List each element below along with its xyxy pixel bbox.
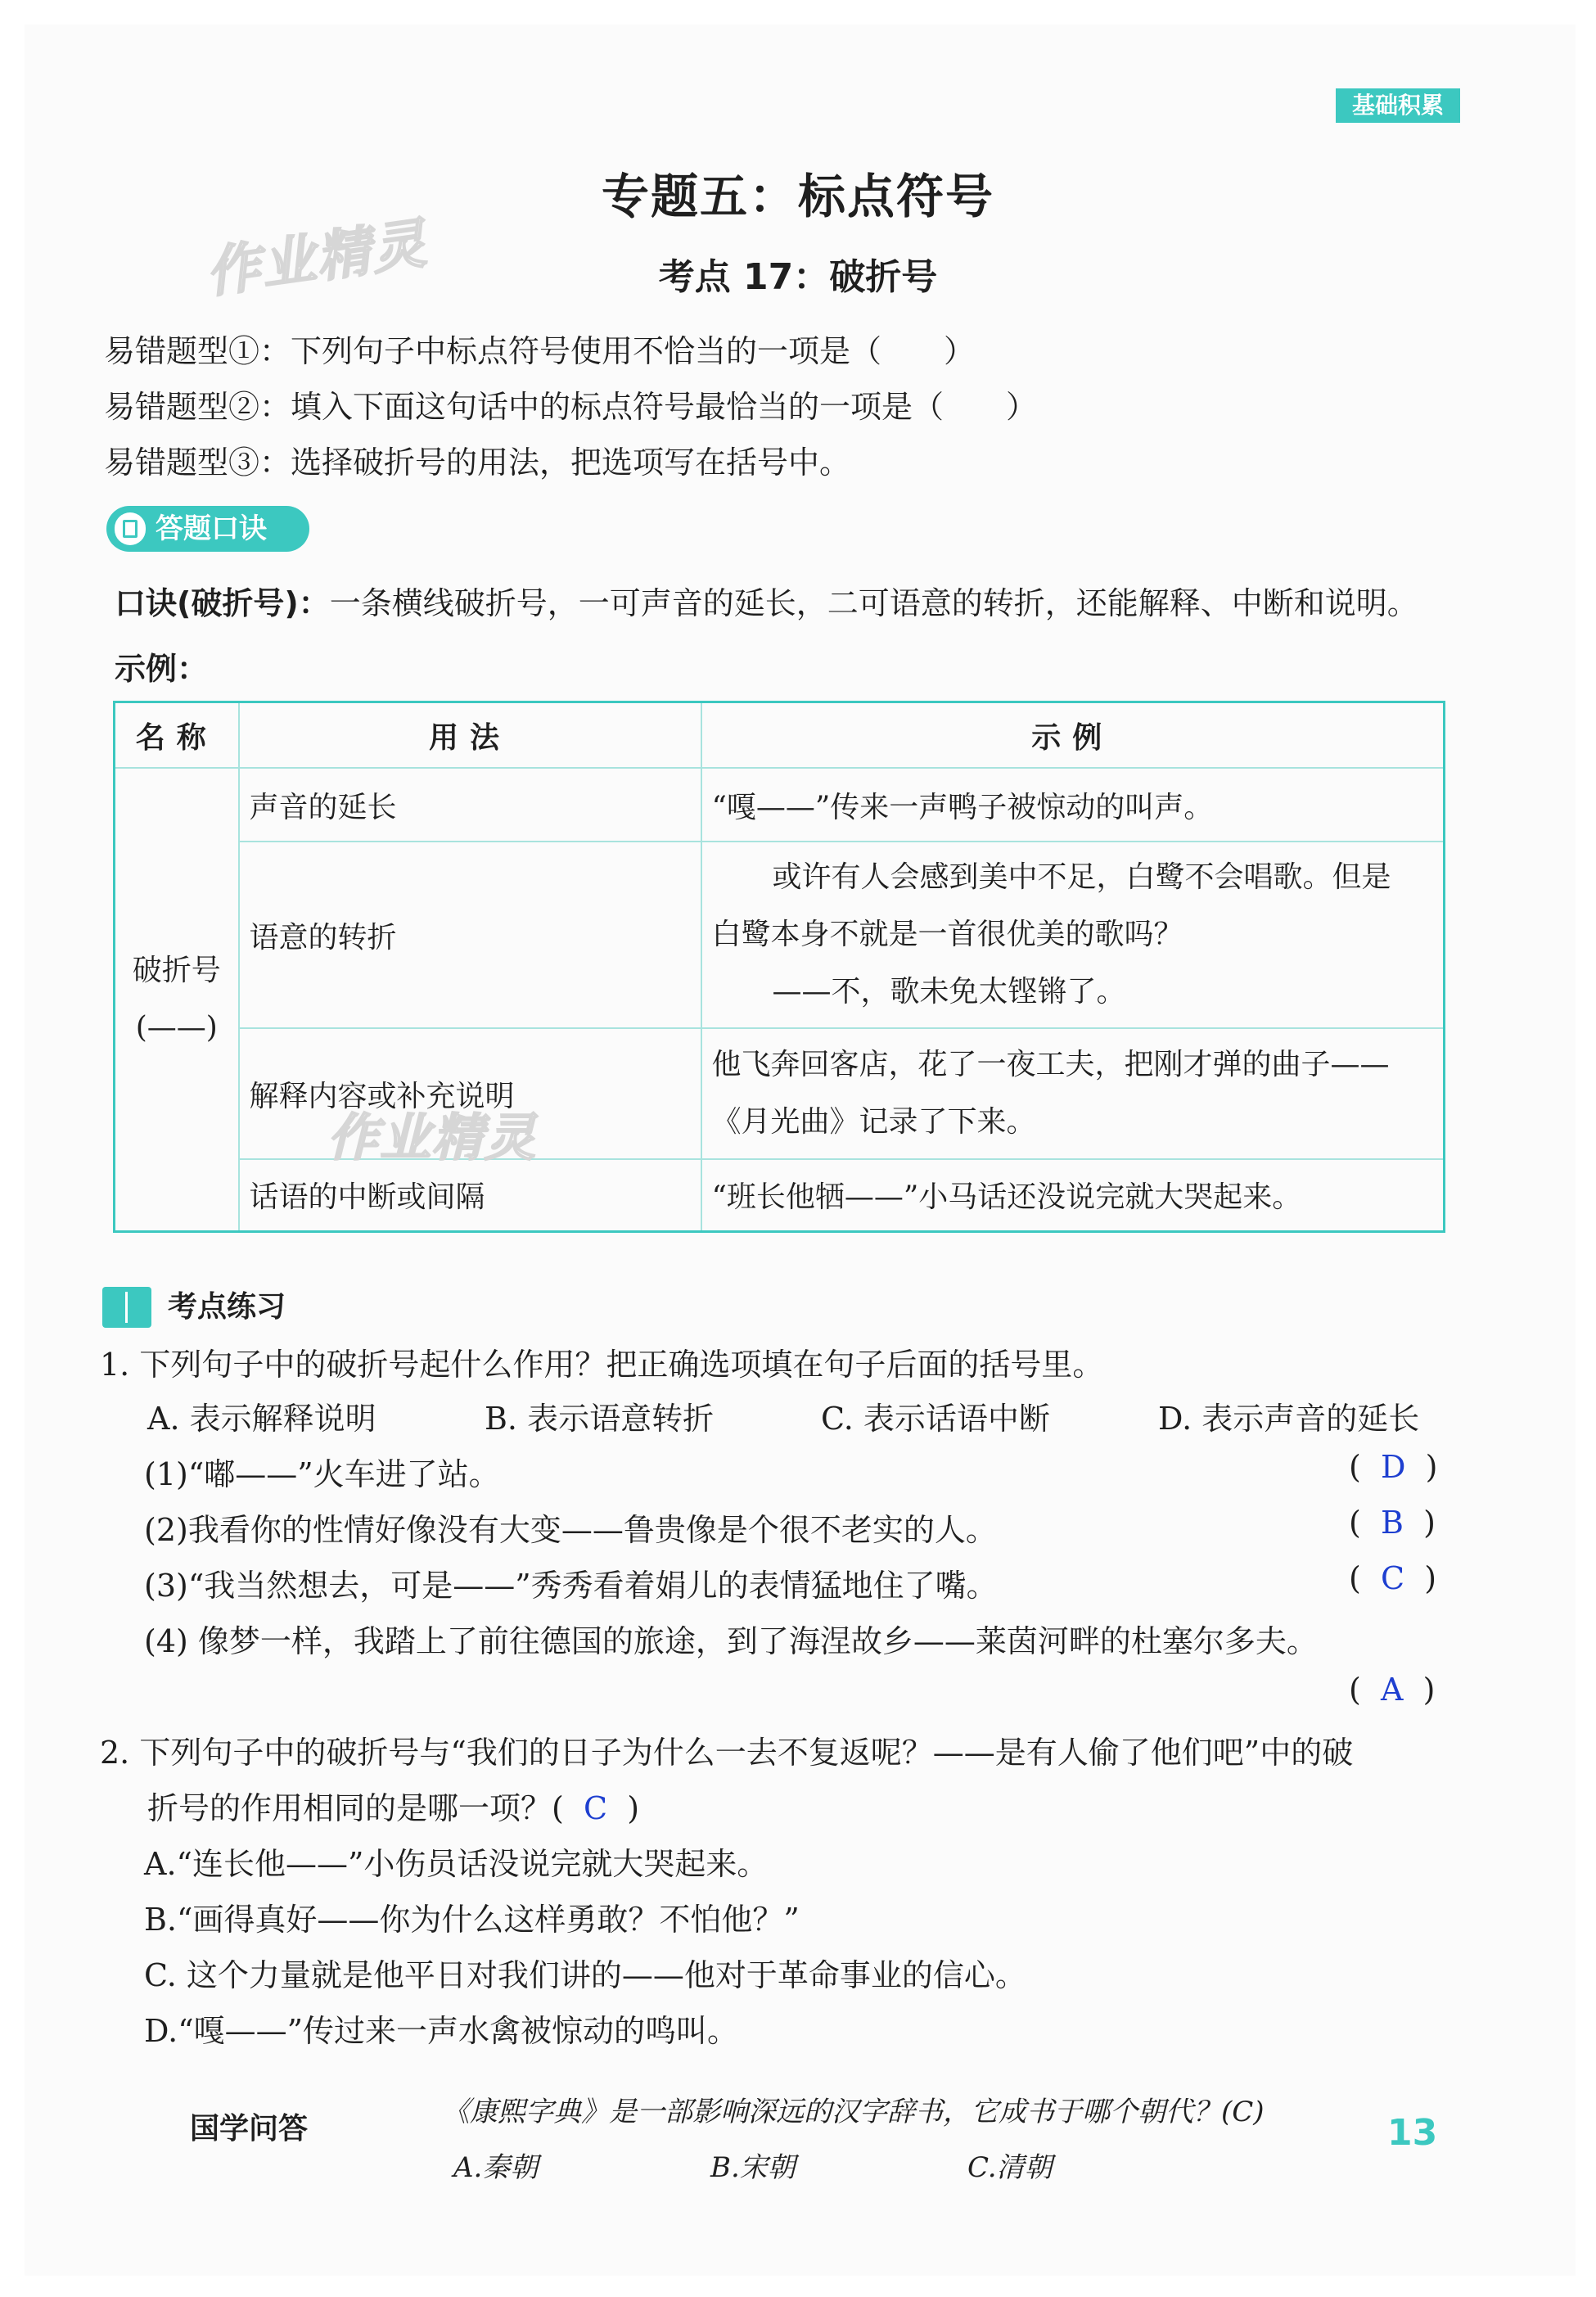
q1-option-b: B. 表示语意转折 xyxy=(485,1401,715,1437)
q2-option-b: B.“画得真好——你为什么这样勇敢？不怕他？” xyxy=(144,1902,800,1938)
q2-stem-line2: 折号的作用相同的是哪一项？( C ) xyxy=(147,1790,640,1826)
tips-badge-label: 答题口诀 xyxy=(156,512,267,545)
question-type-3: 易错题型③：选择破折号的用法，把选项写在括号中。 xyxy=(104,445,851,481)
header-example: 示例 xyxy=(701,702,1445,769)
header-usage: 用法 xyxy=(239,702,701,769)
example-cell: 或许有人会感到美中不足，白鹭不会唱歌。但是 白鹭本身不就是一首很优美的歌吗？ ——不，歌未免太铿锵了。 xyxy=(701,842,1445,1028)
table-row xyxy=(115,1159,1445,1231)
q1-option-c: C. 表示话语中断 xyxy=(821,1401,1050,1437)
q1-option-d: D. 表示声音的延长 xyxy=(1158,1401,1420,1437)
q2-option-c: C. 这个力量就是他平日对我们讲的——他对于革命事业的信心。 xyxy=(144,1957,1026,1993)
example-cell: 他飞奔回客店，花了一夜工夫，把刚才弹的曲子—— 《月光曲》记录了下来。 xyxy=(701,1028,1445,1159)
table-row xyxy=(115,1028,1445,1159)
question-type-1: 易错题型①：下列句子中标点符号使用不恰当的一项是（ ） xyxy=(104,333,976,369)
usage-cell: 语意的转折 xyxy=(239,842,701,1028)
q1-stem: 1. 下列句子中的破折号起什么作用？把正确选项填在句子后面的括号里。 xyxy=(100,1347,1104,1383)
table-row xyxy=(115,768,1445,842)
q1-item-2: (2)我看你的性情好像没有大变——鲁贵像是个很不老实的人。 xyxy=(144,1512,997,1548)
example-cell: “嘎——”传来一声鸭子被惊动的叫声。 xyxy=(701,768,1445,842)
usage-cell: 解释内容或补充说明 xyxy=(239,1028,701,1159)
page-subtitle: 考点 17：破折号 xyxy=(658,256,938,298)
page-number: 13 xyxy=(1387,2112,1438,2154)
header-name: 名称 xyxy=(115,702,239,769)
section-tag: 基础积累 xyxy=(1336,88,1460,123)
q2-answer: C xyxy=(584,1790,608,1826)
table-row xyxy=(115,842,1445,1028)
q2-option-a: A.“连长他——”小伤员话没说完就大哭起来。 xyxy=(144,1846,769,1882)
usage-cell: 话语的中断或间隔 xyxy=(239,1159,701,1231)
watermark: 作业精灵 xyxy=(327,1108,538,1167)
footer-option-c: C.清朝 xyxy=(967,2151,1053,2184)
q2-option-d: D.“嘎——”传过来一声水禽被惊动的鸣叫。 xyxy=(144,2013,739,2049)
q1-item-4: (4) 像梦一样，我踏上了前往德国的旅途，到了海涅故乡——莱茵河畔的杜塞尔多夫。 xyxy=(144,1623,1318,1659)
koujue-text: 一条横线破折号，一可声音的延长，二可语意的转折，还能解释、中断和说明。 xyxy=(329,585,1418,621)
practice-title: 考点练习 xyxy=(168,1290,286,1324)
practice-header xyxy=(102,1287,348,1328)
page-title: 专题五：标点符号 xyxy=(601,169,994,224)
punctuation-table xyxy=(113,701,1445,1233)
q1-item-1: (1)“嘟——”火车进了站。 xyxy=(144,1456,500,1492)
q1-answer-1: ( D ) xyxy=(1349,1449,1438,1485)
koujue-label: 口诀(破折号)： xyxy=(115,585,330,621)
table-header-row xyxy=(115,702,1445,769)
name-symbol: (——) xyxy=(135,1010,218,1045)
document-icon xyxy=(115,512,146,545)
q2-stem-line1: 2. 下列句子中的破折号与“我们的日子为什么一去不复返呢？——是有人偷了他们吧”中的破 xyxy=(100,1735,1354,1771)
example-label: 示例： xyxy=(115,651,209,687)
q1-answer-3: ( C ) xyxy=(1349,1560,1437,1596)
q1-answer-2: ( B ) xyxy=(1349,1505,1436,1541)
q1-option-a: A. 表示解释说明 xyxy=(147,1401,376,1437)
footer-label: 国学问答 xyxy=(190,2112,309,2146)
usage-cell: 声音的延长 xyxy=(239,768,701,842)
name-text: 破折号 xyxy=(132,953,221,987)
book-icon xyxy=(102,1287,151,1328)
footer-question: 《康熙字典》是一部影响深远的汉字辞书，它成书于哪个朝代？(C) xyxy=(442,2096,1265,2128)
question-type-2: 易错题型②：填入下面这句话中的标点符号最恰当的一项是（ ） xyxy=(104,389,1038,425)
q1-answer-4: ( A ) xyxy=(1349,1672,1436,1708)
footer-option-a: A.秦朝 xyxy=(453,2151,539,2184)
watermark: 作业精灵 xyxy=(201,211,431,305)
q1-item-3: (3)“我当然想去，可是——”秀秀看着娟儿的表情猛地住了嘴。 xyxy=(144,1568,998,1604)
tips-badge xyxy=(106,506,309,552)
name-cell xyxy=(115,768,239,1231)
koujue xyxy=(115,578,1418,623)
footer-option-b: B.宋朝 xyxy=(710,2151,796,2184)
example-cell: “班长他牺——”小马话还没说完就大哭起来。 xyxy=(701,1159,1445,1231)
